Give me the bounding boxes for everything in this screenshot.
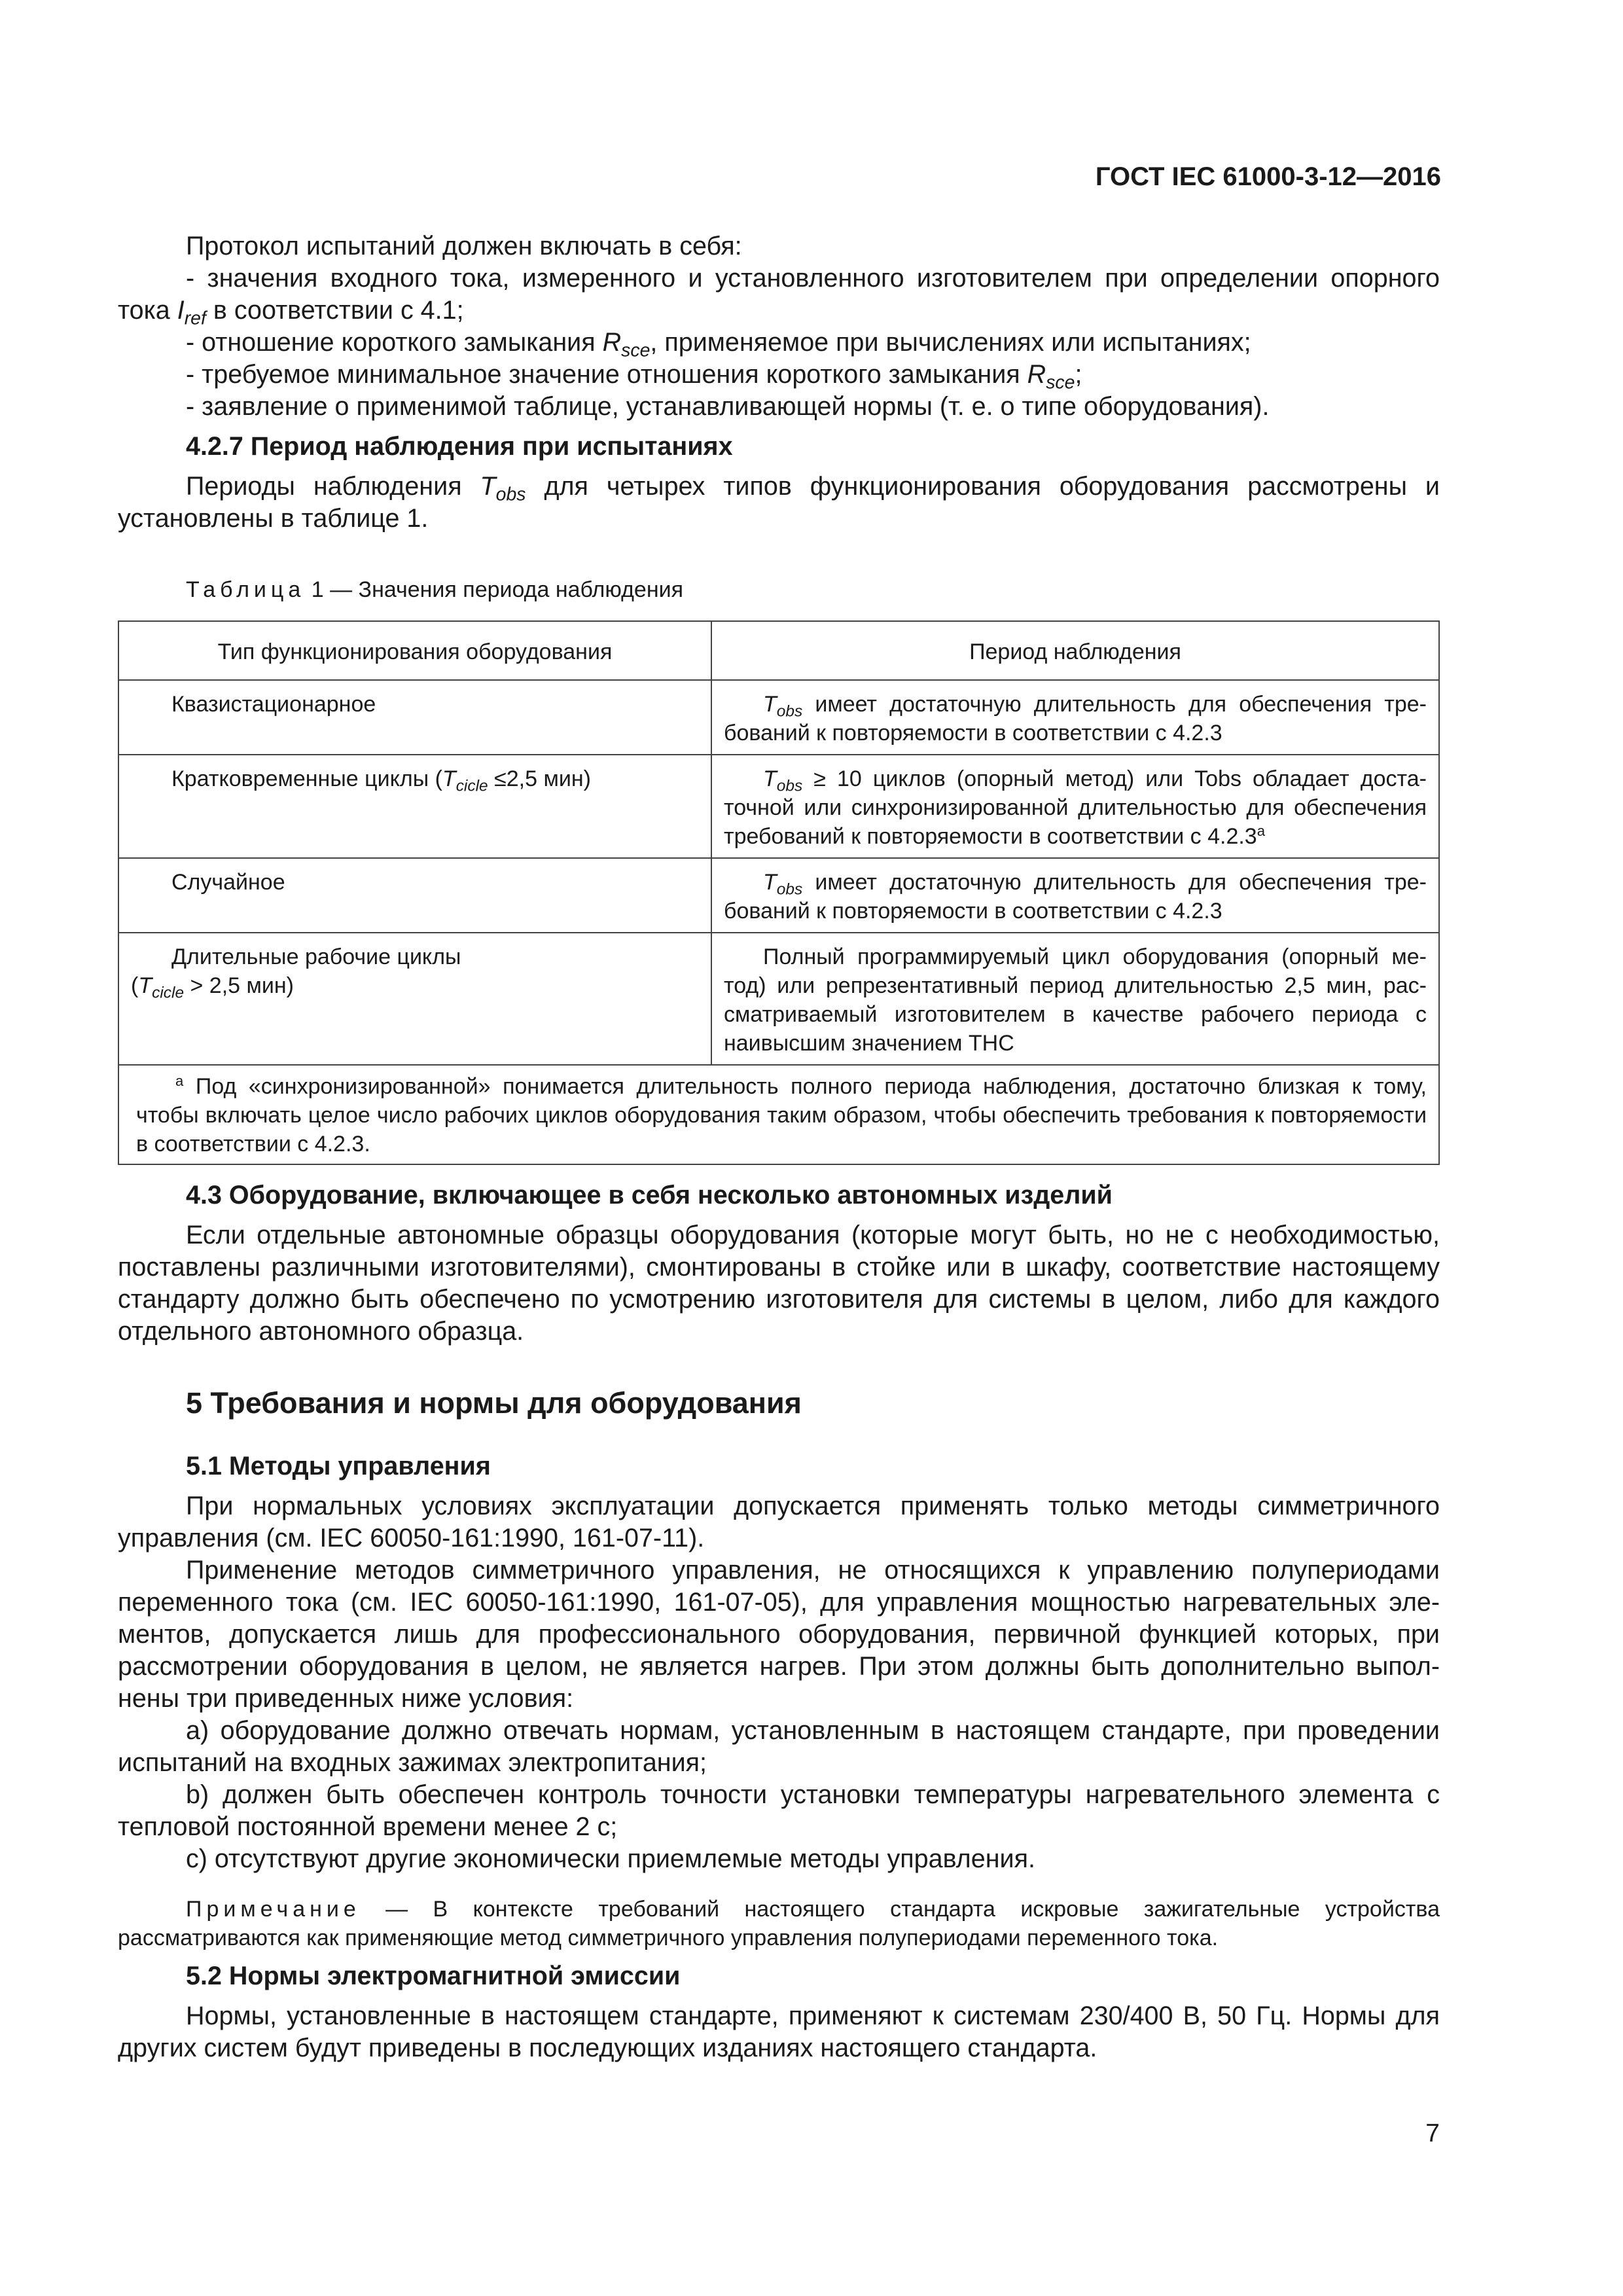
table-row	[118, 755, 1439, 858]
table-row	[118, 680, 1439, 755]
table-header-period: Период наблюдения	[711, 621, 1439, 680]
standard-header: ГОСТ IEC 61000-3-12—2016	[1095, 162, 1441, 191]
document-body	[118, 230, 1440, 2064]
table-footnote-row	[118, 1065, 1439, 1164]
table-caption: Таблица 1 — Значения периода наблюдения	[186, 577, 684, 602]
observation-period-table	[118, 620, 1440, 1165]
table-cell-period: $T_{obs} \ge 10$ циклов (опорный метод) или Tobs обладает достаточной или синхронизированной длительностью для обеспечения требований к повторяемости в соответствии с 4.2.3$^a$	[711, 755, 1439, 858]
heading-5: 5 Требования и нормы для оборудования	[186, 1386, 802, 1420]
protocol-item-3: - требуемое минимальное значение отношения короткого замыкания $R_{sce}$;	[186, 360, 1082, 393]
table-cell-type: Квазистационарное	[118, 680, 711, 755]
table-cell-period: $T_{obs}$ имеет достаточную длительность для обеспечения требований к повторяемости в соответствии с 4.2.3	[711, 680, 1439, 755]
table-row	[118, 933, 1439, 1065]
heading-5-2: 5.2 Нормы электромагнитной эмиссии	[186, 1962, 681, 1990]
table-cell-type: Случайное	[118, 858, 711, 933]
paragraph-4-2-7: Периоды наблюдения $T_{obs}$ для четырех типов функционирования оборудования рассмотрены и установлены в таблице 1.	[118, 472, 1440, 533]
heading-4-3: 4.3 Оборудование, включающее в себя несколько автономных изделий	[186, 1181, 1113, 1210]
condition-b: b) должен быть обеспечен контроль точности установки температуры нагревательного элемента с тепловой постоянной времени менее 2 с;	[118, 1780, 1440, 1841]
paragraph-4-3: Если отдельные автономные образцы оборудования (которые могут быть, но не с необходимостью, поставлены различными изготовителями), смонтированы в стойке или в шкафу, соответствие настоящему стандарту должно быть обеспечено по усмотрению изготовителя для системы в целом, либо для каждого отдельного автономного образца.	[118, 1221, 1440, 1346]
heading-4-2-7: 4.2.7 Период наблюдения при испытаниях	[186, 432, 733, 461]
condition-c: c) отсутствуют другие экономически приемлемые методы управления.	[186, 1844, 1035, 1873]
protocol-item-2: - отношение короткого замыкания $R_{sce}$, применяемое при вычислениях или испытаниях;	[186, 328, 1251, 361]
table-header-type: Тип функционирования оборудования	[118, 621, 711, 680]
table-footnote: $^а$ Под «синхронизированной» понимается длительность полного периода наблюдения, достаточно близкая к тому, чтобы включать целое число рабочих циклов оборудования таким образом, чтобы обеспечить требования к повторяемости в соответствии с 4.2.3.	[118, 1065, 1439, 1164]
table-header-row	[118, 621, 1439, 680]
heading-5-1: 5.1 Методы управления	[186, 1452, 491, 1480]
table-cell-period: Полный программируемый цикл оборудования (опорный метод) или репрезентативный период длительностью 2,5 мин, рассматриваемый изготовителем в качестве рабочего периода с наивысшим значением THC	[711, 933, 1439, 1065]
paragraph-5-1-2: Применение методов симметричного управления, не относящихся к управлению полупериодами переменного тока (см. IEC 60050-161:1990, 161-07-05), для управления мощностью нагревательных элементов, допускается лишь для профессионального оборудования, первичной функцией которых, при рассмотрении оборудования в целом, не является нагрев. При этом должны быть дополнительно выполнены три приведенных ниже условия:	[118, 1556, 1440, 1713]
table-row	[118, 858, 1439, 933]
page-number: 7	[1425, 2119, 1440, 2147]
table-cell-period: $T_{obs}$ имеет достаточную длительность для обеспечения требований к повторяемости в соответствии с 4.2.3	[711, 858, 1439, 933]
protocol-item-1: - значения входного тока, измеренного и установленного изготовителем при определении опорного тока $I_{ref}$ в соответствии с 4.1;	[118, 264, 1440, 329]
protocol-item-4: - заявление о применимой таблице, устанавливающей нормы (т. е. о типе оборудования).	[186, 392, 1270, 421]
paragraph-5-2: Нормы, установленные в настоящем стандарте, применяют к системам 230/400 В, 50 Гц. Нормы для других систем будут приведены в последующих изданиях настоящего стандарта.	[118, 2001, 1440, 2062]
table-cell-type: Длительные рабочие циклы ($T_{cicle} > 2,5$ мин)	[118, 933, 711, 1065]
protocol-intro: Протокол испытаний должен включать в себя:	[186, 232, 742, 260]
condition-a: a) оборудование должно отвечать нормам, установленным в настоящем стандарте, при проведении испытаний на входных зажимах электропитания;	[118, 1716, 1440, 1777]
paragraph-5-1-1: При нормальных условиях эксплуатации допускается применять только методы симметричного управления (см. IEC 60050-161:1990, 161-07-11).	[118, 1492, 1440, 1552]
table-cell-type: Кратковременные циклы ($T_{cicle} \le 2,5$ мин)	[118, 755, 711, 858]
note-5-1: Примечание — В контексте требований настоящего стандарта искровые зажигательные устройства рассматриваются как применяющие метод симметричного управления полупериодами переменного тока.	[118, 1897, 1440, 1950]
